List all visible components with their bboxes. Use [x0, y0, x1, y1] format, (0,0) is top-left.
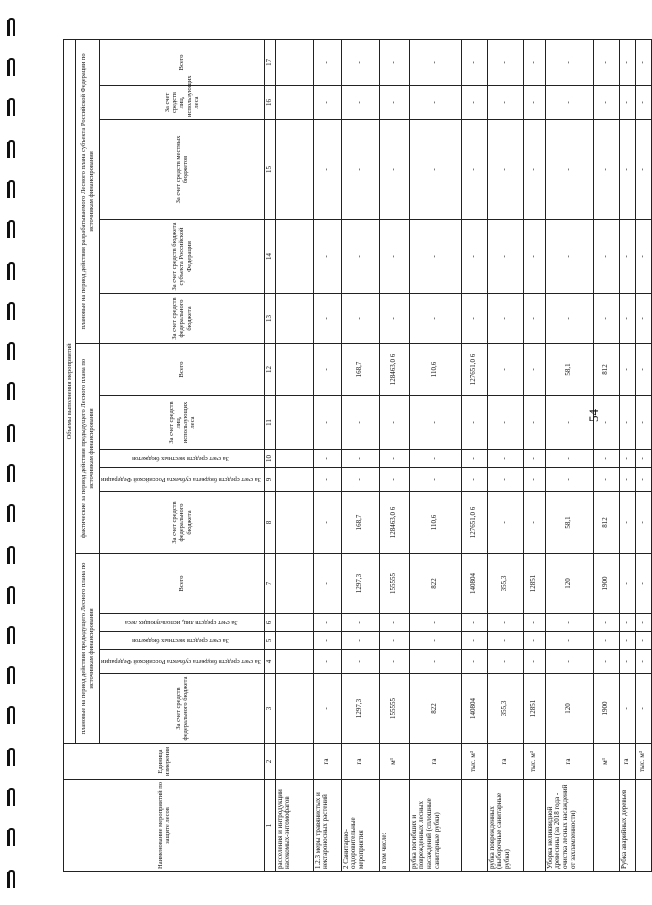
- value-cell: -: [635, 220, 651, 294]
- value-cell: -: [379, 120, 409, 220]
- value-cell: [275, 220, 313, 294]
- value-cell: -: [635, 650, 651, 674]
- value-cell: 127651,0 6: [461, 492, 487, 554]
- value-cell: -: [341, 220, 379, 294]
- row-name-cell: [461, 780, 487, 872]
- value-cell: -: [523, 120, 545, 220]
- binding-mark: [8, 18, 15, 36]
- column-number: 16: [265, 86, 276, 120]
- value-cell: -: [487, 294, 523, 344]
- row-unit-cell: га: [409, 744, 461, 780]
- value-cell: -: [619, 86, 635, 120]
- value-cell: -: [313, 344, 341, 396]
- value-cell: 12851: [523, 674, 545, 744]
- page-number: 54: [586, 409, 601, 422]
- value-cell: -: [487, 396, 523, 450]
- value-cell: -: [635, 450, 651, 468]
- binding-mark: [8, 586, 15, 604]
- value-cell: -: [593, 614, 619, 632]
- value-cell: -: [313, 674, 341, 744]
- column-number: 9: [265, 468, 276, 492]
- value-cell: -: [409, 632, 461, 650]
- header-plan-new-lessees: За счет средств лиц, использующих леса: [100, 86, 265, 120]
- value-cell: 140804: [461, 554, 487, 614]
- value-cell: -: [487, 39, 523, 85]
- value-cell: [275, 614, 313, 632]
- header-plan-prev-local: За счет средств местных бюджетов: [100, 632, 265, 650]
- value-cell: -: [409, 396, 461, 450]
- value-cell: 168,7: [341, 344, 379, 396]
- value-cell: -: [619, 294, 635, 344]
- header-plan-new-subject: За счет средств бюджета субъекта Российской Федерации: [100, 220, 265, 294]
- value-cell: 12851: [523, 554, 545, 614]
- value-cell: -: [593, 120, 619, 220]
- row-name-cell: расселения и интродукции насекомых-энтомофагов: [275, 780, 313, 872]
- value-cell: -: [341, 650, 379, 674]
- value-cell: -: [341, 39, 379, 85]
- value-cell: -: [487, 632, 523, 650]
- value-cell: -: [341, 86, 379, 120]
- value-cell: -: [593, 294, 619, 344]
- value-cell: -: [545, 468, 593, 492]
- value-cell: -: [313, 614, 341, 632]
- header-group-top: Объемы выполнения мероприятий: [64, 39, 76, 743]
- row-name-cell: Уборка неликвидной древесины (за 2018 года - очистка лесных насаждений от захламленности): [545, 780, 593, 872]
- value-cell: -: [461, 614, 487, 632]
- value-cell: -: [379, 650, 409, 674]
- binding-mark: [8, 220, 15, 238]
- value-cell: [275, 396, 313, 450]
- value-cell: -: [409, 468, 461, 492]
- binding-mark: [8, 302, 15, 320]
- header-plan-prev-federal: За счет средств федерального бюджета: [100, 674, 265, 744]
- value-cell: -: [593, 86, 619, 120]
- row-unit-cell: тыс. м³: [461, 744, 487, 780]
- header-plan-prev-subject: За счет средств бюджета субъекта Российской Федерации: [100, 650, 265, 674]
- value-cell: -: [619, 344, 635, 396]
- value-cell: 812: [593, 344, 619, 396]
- value-cell: -: [379, 294, 409, 344]
- value-cell: -: [545, 294, 593, 344]
- value-cell: 168,7: [341, 492, 379, 554]
- value-cell: -: [635, 396, 651, 450]
- value-cell: -: [461, 468, 487, 492]
- value-cell: -: [409, 614, 461, 632]
- value-cell: -: [619, 220, 635, 294]
- value-cell: [275, 492, 313, 554]
- value-cell: -: [635, 120, 651, 220]
- binding-mark: [8, 464, 15, 482]
- value-cell: -: [619, 450, 635, 468]
- value-cell: -: [461, 39, 487, 85]
- value-cell: -: [313, 632, 341, 650]
- column-number: 11: [265, 396, 276, 450]
- row-name-cell: [593, 780, 619, 872]
- value-cell: -: [341, 468, 379, 492]
- value-cell: -: [619, 396, 635, 450]
- value-cell: -: [523, 39, 545, 85]
- value-cell: -: [619, 614, 635, 632]
- table-row: [593, 39, 619, 871]
- value-cell: -: [341, 614, 379, 632]
- value-cell: 140804: [461, 674, 487, 744]
- row-unit-cell: тыс. м³: [523, 744, 545, 780]
- row-unit-cell: га: [487, 744, 523, 780]
- binding-mark: [8, 666, 15, 684]
- value-cell: -: [313, 39, 341, 85]
- value-cell: 812: [593, 492, 619, 554]
- value-cell: [275, 120, 313, 220]
- value-cell: -: [619, 39, 635, 85]
- binding-mark: [8, 424, 15, 442]
- value-cell: -: [523, 614, 545, 632]
- header-plan-prev-lessees: За счет средств лиц, использующих леса: [100, 614, 265, 632]
- value-cell: -: [619, 468, 635, 492]
- value-cell: -: [487, 492, 523, 554]
- value-cell: -: [593, 632, 619, 650]
- value-cell: -: [461, 120, 487, 220]
- row-unit-cell: [275, 744, 313, 780]
- value-cell: -: [487, 450, 523, 468]
- value-cell: -: [545, 650, 593, 674]
- value-cell: -: [379, 632, 409, 650]
- value-cell: 128463,0 6: [379, 492, 409, 554]
- value-cell: [275, 650, 313, 674]
- value-cell: -: [635, 554, 651, 614]
- binding-mark: [8, 748, 15, 766]
- value-cell: -: [635, 632, 651, 650]
- table-row: [379, 39, 409, 871]
- header-fact-prev-local: За счет средств местных бюджетов: [100, 450, 265, 468]
- value-cell: -: [593, 220, 619, 294]
- value-cell: -: [487, 468, 523, 492]
- table-body: [265, 39, 652, 871]
- value-cell: 120: [545, 674, 593, 744]
- row-unit-cell: га: [545, 744, 593, 780]
- value-cell: -: [487, 344, 523, 396]
- binding-mark: [8, 98, 15, 116]
- value-cell: 355,3: [487, 554, 523, 614]
- value-cell: -: [487, 650, 523, 674]
- table-row: [523, 39, 545, 871]
- forest-protection-table: [63, 39, 652, 872]
- header-plan-prev: плановые на период действия предыдущего Лесного плана по источникам финансирования: [76, 554, 100, 744]
- binding-mark: [8, 180, 15, 198]
- header-plan-new-local: За счет средств местных бюджетов: [100, 120, 265, 220]
- value-cell: 58,1: [545, 344, 593, 396]
- column-number: 4: [265, 650, 276, 674]
- value-cell: -: [523, 468, 545, 492]
- value-cell: -: [341, 120, 379, 220]
- header-name: Наименование мероприятий по защите лесов: [64, 780, 265, 872]
- value-cell: -: [545, 120, 593, 220]
- value-cell: -: [545, 450, 593, 468]
- value-cell: -: [409, 450, 461, 468]
- binding-mark: [8, 870, 15, 888]
- value-cell: -: [313, 650, 341, 674]
- value-cell: -: [313, 450, 341, 468]
- value-cell: -: [379, 39, 409, 85]
- value-cell: -: [635, 86, 651, 120]
- value-cell: -: [635, 294, 651, 344]
- value-cell: -: [313, 468, 341, 492]
- column-number: 12: [265, 344, 276, 396]
- value-cell: 1297,3: [341, 674, 379, 744]
- value-cell: -: [341, 396, 379, 450]
- value-cell: -: [461, 86, 487, 120]
- table-row: [635, 39, 651, 871]
- table-row: [275, 39, 313, 871]
- value-cell: -: [523, 396, 545, 450]
- value-cell: -: [379, 86, 409, 120]
- value-cell: -: [545, 614, 593, 632]
- value-cell: 110,6: [409, 492, 461, 554]
- binding-mark: [8, 828, 15, 846]
- value-cell: -: [409, 86, 461, 120]
- value-cell: -: [313, 294, 341, 344]
- value-cell: -: [379, 396, 409, 450]
- value-cell: -: [523, 86, 545, 120]
- value-cell: 1900: [593, 554, 619, 614]
- value-cell: 1297,3: [341, 554, 379, 614]
- header-fact-prev: фактические за период действия предыдущего Лесного плана по источникам финансирования: [76, 344, 100, 554]
- value-cell: -: [635, 468, 651, 492]
- value-cell: -: [379, 220, 409, 294]
- row-name-cell: 1.2.3 меры травянистых и нектароносных растений: [313, 780, 341, 872]
- value-cell: 110,6: [409, 344, 461, 396]
- value-cell: -: [545, 396, 593, 450]
- value-cell: -: [487, 120, 523, 220]
- column-number: 15: [265, 120, 276, 220]
- binding-mark: [8, 504, 15, 522]
- value-cell: -: [635, 39, 651, 85]
- value-cell: -: [593, 468, 619, 492]
- column-number: 17: [265, 39, 276, 85]
- header-unit: Единица измерения: [64, 744, 265, 780]
- value-cell: -: [635, 344, 651, 396]
- header-plan-prev-total: Всего: [100, 554, 265, 614]
- row-unit-cell: га: [313, 744, 341, 780]
- value-cell: -: [409, 220, 461, 294]
- value-cell: -: [593, 650, 619, 674]
- value-cell: [275, 86, 313, 120]
- header-fact-prev-total: Всего: [100, 344, 265, 396]
- binding-mark: [8, 262, 15, 280]
- value-cell: -: [619, 120, 635, 220]
- row-name-cell: 2 Санитарно-оздоровительные мероприятия: [341, 780, 379, 872]
- header-fact-prev-lessees: За счет средств лиц, использующих леса: [100, 396, 265, 450]
- value-cell: 1900: [593, 674, 619, 744]
- value-cell: 155555: [379, 554, 409, 614]
- row-name-cell: Рубка аварийных деревьев: [619, 780, 635, 872]
- table-row: [619, 39, 635, 871]
- value-cell: 155555: [379, 674, 409, 744]
- value-cell: 355,3: [487, 674, 523, 744]
- table-row: [341, 39, 379, 871]
- value-cell: -: [523, 650, 545, 674]
- value-cell: -: [523, 450, 545, 468]
- table-row: [545, 39, 593, 871]
- value-cell: -: [619, 492, 635, 554]
- value-cell: -: [313, 86, 341, 120]
- value-cell: -: [313, 492, 341, 554]
- row-name-cell: в том числе:: [379, 780, 409, 872]
- binding-mark: [8, 140, 15, 158]
- row-unit-cell: м³: [379, 744, 409, 780]
- value-cell: -: [379, 468, 409, 492]
- value-cell: -: [409, 39, 461, 85]
- value-cell: -: [545, 86, 593, 120]
- value-cell: -: [593, 396, 619, 450]
- value-cell: -: [341, 632, 379, 650]
- value-cell: [275, 554, 313, 614]
- value-cell: -: [313, 120, 341, 220]
- value-cell: -: [635, 674, 651, 744]
- column-number: 1: [265, 780, 276, 872]
- row-unit-cell: га: [619, 744, 635, 780]
- value-cell: 127651,0 6: [461, 344, 487, 396]
- row-name-cell: рубка погибших и поврежденных лесных насаждений (сплошные санитарные рубки): [409, 780, 461, 872]
- value-cell: -: [461, 450, 487, 468]
- value-cell: -: [379, 450, 409, 468]
- binding-mark: [8, 382, 15, 400]
- value-cell: -: [461, 294, 487, 344]
- column-number: 14: [265, 220, 276, 294]
- column-number: 8: [265, 492, 276, 554]
- row-name-cell: [635, 780, 651, 872]
- value-cell: -: [523, 492, 545, 554]
- value-cell: 822: [409, 554, 461, 614]
- column-number: 2: [265, 744, 276, 780]
- value-cell: -: [461, 632, 487, 650]
- value-cell: -: [461, 396, 487, 450]
- header-fact-prev-federal: За счет средств федерального бюджета: [100, 492, 265, 554]
- header-plan-new: плановые на период действия разрабатываемого Лесного плана субъекта Российской Федерации по источникам финансирования: [76, 39, 100, 343]
- value-cell: -: [341, 294, 379, 344]
- value-cell: -: [409, 294, 461, 344]
- binding-mark: [8, 546, 15, 564]
- value-cell: -: [523, 220, 545, 294]
- value-cell: -: [409, 120, 461, 220]
- value-cell: -: [593, 450, 619, 468]
- value-cell: 822: [409, 674, 461, 744]
- binding-mark: [8, 706, 15, 724]
- value-cell: -: [313, 554, 341, 614]
- value-cell: -: [545, 39, 593, 85]
- table-row: [409, 39, 461, 871]
- value-cell: -: [313, 396, 341, 450]
- header-plan-new-total: Всего: [100, 39, 265, 85]
- value-cell: -: [379, 614, 409, 632]
- value-cell: -: [593, 39, 619, 85]
- value-cell: 128463,0 6: [379, 344, 409, 396]
- row-unit-cell: га: [341, 744, 379, 780]
- row-name-cell: [523, 780, 545, 872]
- value-cell: -: [523, 294, 545, 344]
- header-fact-prev-subject: За счет средств бюджета субъекта Российской Федерации: [100, 468, 265, 492]
- value-cell: -: [619, 674, 635, 744]
- value-cell: -: [461, 220, 487, 294]
- column-number: 6: [265, 614, 276, 632]
- row-name-cell: рубка поврежденных (выборочные санитарные рубки): [487, 780, 523, 872]
- value-cell: [275, 344, 313, 396]
- value-cell: -: [619, 650, 635, 674]
- value-cell: [275, 450, 313, 468]
- table-row: [313, 39, 341, 871]
- value-cell: -: [635, 492, 651, 554]
- binding-mark: [8, 58, 15, 76]
- value-cell: -: [523, 632, 545, 650]
- value-cell: -: [523, 344, 545, 396]
- value-cell: -: [409, 650, 461, 674]
- value-cell: -: [341, 450, 379, 468]
- column-number: 13: [265, 294, 276, 344]
- value-cell: -: [313, 220, 341, 294]
- value-cell: [275, 294, 313, 344]
- binding-mark: [8, 342, 15, 360]
- value-cell: -: [487, 86, 523, 120]
- row-unit-cell: тыс. м³: [635, 744, 651, 780]
- column-number: 5: [265, 632, 276, 650]
- value-cell: [275, 39, 313, 85]
- header-plan-new-federal: За счет средств федерального бюджета: [100, 294, 265, 344]
- value-cell: -: [619, 632, 635, 650]
- table-row: [461, 39, 487, 871]
- column-number: 10: [265, 450, 276, 468]
- binding-marks: [0, 0, 26, 905]
- value-cell: [275, 674, 313, 744]
- value-cell: -: [619, 554, 635, 614]
- binding-mark: [8, 626, 15, 644]
- value-cell: [275, 468, 313, 492]
- value-cell: 120: [545, 554, 593, 614]
- value-cell: -: [545, 632, 593, 650]
- value-cell: -: [487, 220, 523, 294]
- row-unit-cell: м³: [593, 744, 619, 780]
- value-cell: 58,1: [545, 492, 593, 554]
- binding-mark: [8, 788, 15, 806]
- value-cell: -: [545, 220, 593, 294]
- column-number-row: [265, 39, 276, 871]
- value-cell: -: [487, 614, 523, 632]
- column-number: 7: [265, 554, 276, 614]
- column-number: 3: [265, 674, 276, 744]
- value-cell: -: [635, 614, 651, 632]
- table-row: [487, 39, 523, 871]
- value-cell: [275, 632, 313, 650]
- value-cell: -: [461, 650, 487, 674]
